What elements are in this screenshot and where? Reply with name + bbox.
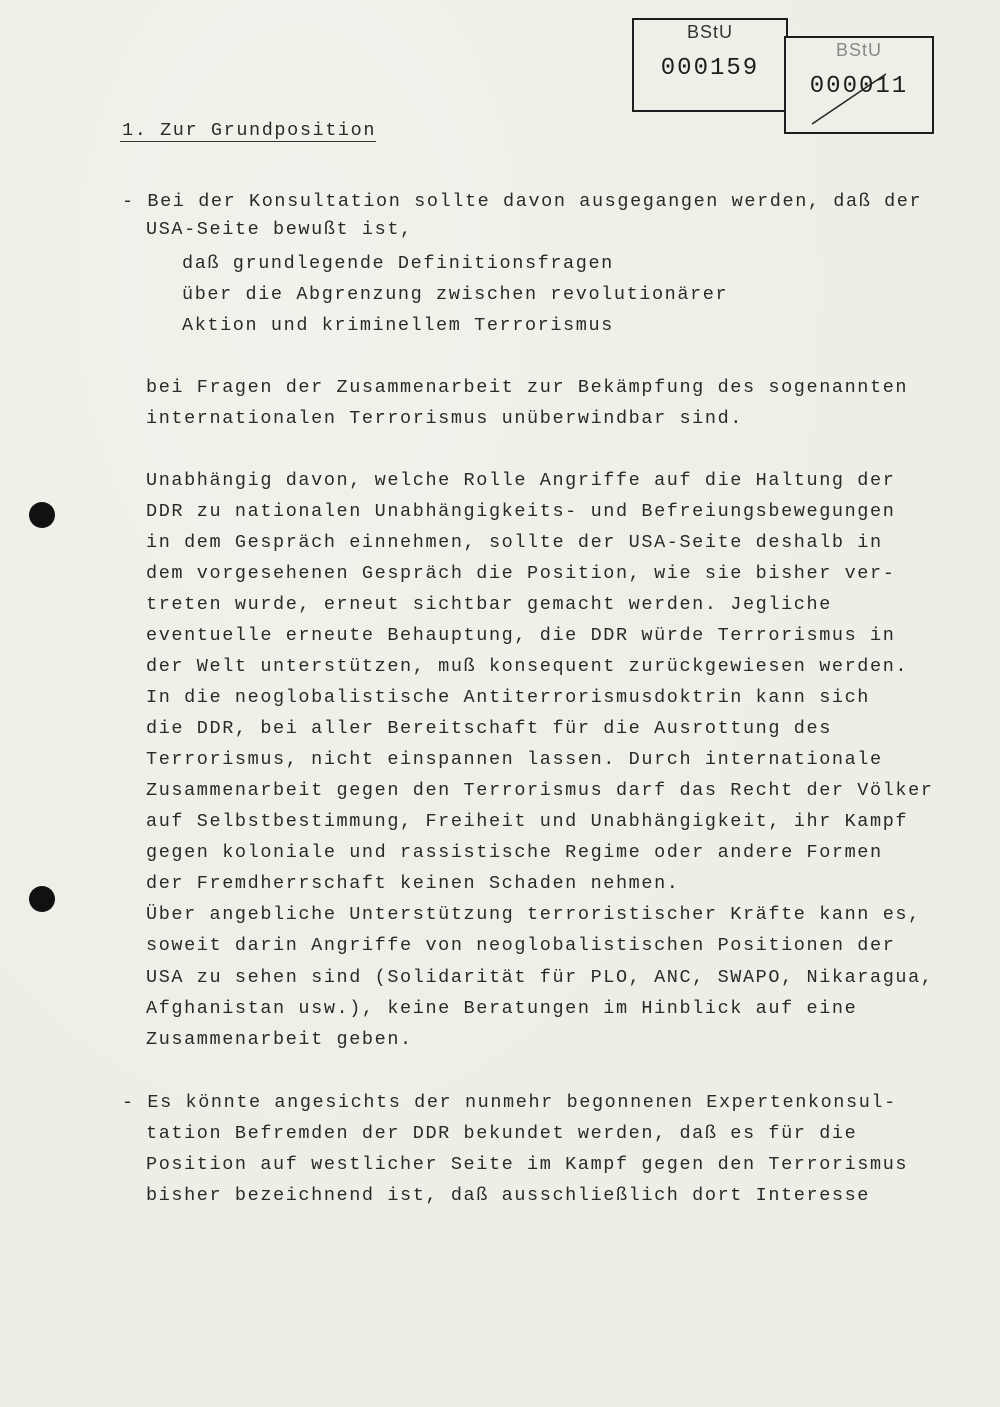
paragraph-line: dem vorgesehenen Gespräch die Position, wie sie bisher ver- [146, 563, 896, 584]
paragraph-line: gegen koloniale und rassistische Regime oder andere Formen [146, 842, 883, 863]
paragraph-line: soweit darin Angriffe von neoglobalistischen Positionen der [146, 935, 896, 956]
paragraph-line: DDR zu nationalen Unabhängigkeits- und Befreiungsbewegungen [146, 501, 896, 522]
paragraph-line: Afghanistan usw.), keine Beratungen im Hinblick auf eine [146, 998, 858, 1019]
archive-stamp-primary [632, 18, 788, 112]
paragraph-line: USA zu sehen sind (Solidarität für PLO, ANC, SWAPO, Nikaragua, [146, 967, 934, 988]
paragraph-line: Terrorismus, nicht einspannen lassen. Durch internationale [146, 749, 883, 770]
stamp-number: 000011 [809, 73, 909, 100]
indented-line: Aktion und kriminellem Terrorismus [182, 315, 614, 336]
section-heading: 1. Zur Grundposition [122, 120, 377, 141]
text-line: bisher bezeichnend ist, daß ausschließlich dort Interesse [146, 1185, 871, 1206]
stamp-label: BStU [686, 22, 733, 42]
paragraph-line: der Welt unterstützen, muß konsequent zurückgewiesen werden. [146, 656, 909, 677]
text-line: bei Fragen der Zusammenarbeit zur Bekämpfung des sogenannten [146, 377, 909, 398]
archive-stamp-secondary [784, 36, 934, 134]
paragraph-line: eventuelle erneute Behauptung, die DDR würde Terrorismus in [146, 625, 896, 646]
text-line: tation Befremden der DDR bekundet werden, daß es für die [146, 1123, 858, 1144]
paragraph-line: in dem Gespräch einnehmen, sollte der USA-Seite deshalb in [146, 532, 883, 553]
text-line: - Bei der Konsultation sollte davon ausgegangen werden, daß der [122, 191, 923, 212]
stamp-number: 000159 [660, 55, 760, 82]
paragraph-line: Unabhängig davon, welche Rolle Angriffe auf die Haltung der [146, 470, 896, 491]
paragraph-line: Zusammenarbeit geben. [146, 1029, 413, 1050]
paragraph-line: In die neoglobalistische Antiterrorismusdoktrin kann sich [146, 687, 871, 708]
indented-line: daß grundlegende Definitionsfragen [182, 253, 614, 274]
text-line: Position auf westlicher Seite im Kampf gegen den Terrorismus [146, 1154, 909, 1175]
paragraph-line: Zusammenarbeit gegen den Terrorismus darf das Recht der Völker [146, 780, 934, 801]
paragraph-line: der Fremdherrschaft keinen Schaden nehmen. [146, 873, 680, 894]
text-line: internationalen Terrorismus unüberwindbar sind. [146, 408, 743, 429]
indented-line: über die Abgrenzung zwischen revolutionärer [182, 284, 729, 305]
paragraph-line: auf Selbstbestimmung, Freiheit und Unabhängigkeit, ihr Kampf [146, 811, 909, 832]
heading-underline [120, 141, 376, 142]
paragraph-line: Über angebliche Unterstützung terroristischer Kräfte kann es, [146, 904, 921, 925]
stamp-label: BStU [835, 40, 882, 60]
paragraph-line: die DDR, bei aller Bereitschaft für die Ausrottung des [146, 718, 832, 739]
text-line: USA-Seite bewußt ist, [146, 219, 413, 240]
punch-hole [29, 502, 55, 528]
paragraph-line: treten wurde, erneut sichtbar gemacht werden. Jegliche [146, 594, 832, 615]
strike-through-mark [786, 38, 932, 132]
text-line: - Es könnte angesichts der nunmehr begonnenen Expertenkonsul- [122, 1092, 897, 1113]
punch-hole [29, 886, 55, 912]
